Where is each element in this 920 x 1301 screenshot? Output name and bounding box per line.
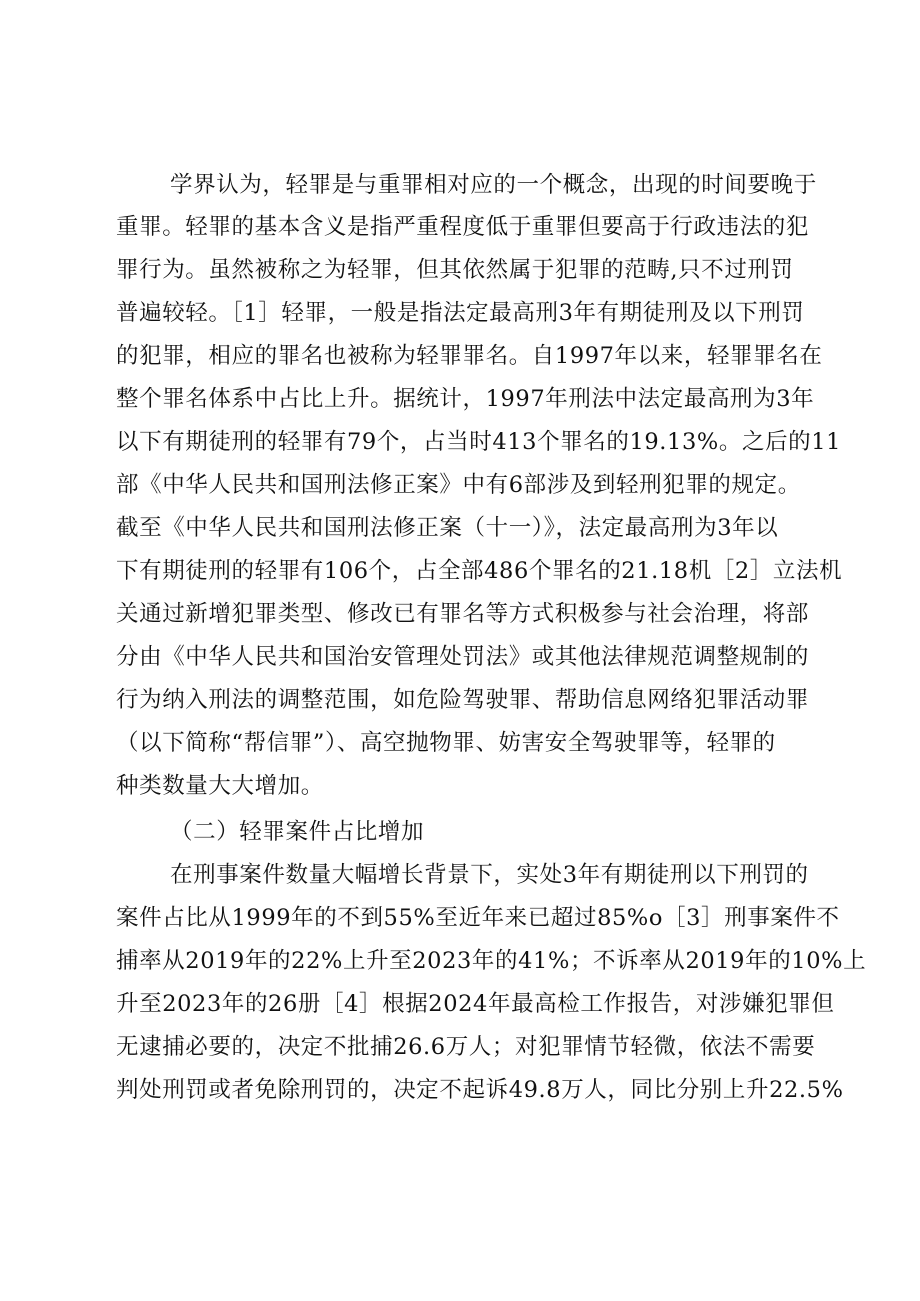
paragraph-line: 下有期徒刑的轻罪有106个，占全部486个罪名的21.18机［2］立法机 bbox=[116, 558, 843, 584]
paragraph-line: 种类数量大大增加。 bbox=[116, 773, 324, 799]
paragraph-line: 关通过新增犯罪类型、修改已有罪名等方式积极参与社会治理，将部 bbox=[116, 601, 810, 627]
paragraph-line: 升至2023年的26册［4］根据2024年最高检工作报告，对涉嫌犯罪但 bbox=[116, 991, 835, 1017]
paragraph-line: 无逮捕必要的，决定不批捕26.6万人；对犯罪情节轻微，依法不需要 bbox=[116, 1034, 816, 1060]
paragraph-line: 重罪。轻罪的基本含义是指严重程度低于重罪但要高于行政违法的犯 bbox=[116, 214, 810, 240]
section-heading: （二）轻罪案件占比增加 bbox=[170, 819, 425, 845]
paragraph-line: 判处刑罚或者免除刑罚的，决定不起诉49.8万人，同比分别上升22.5% bbox=[116, 1077, 844, 1103]
paragraph-line: 捕率从2019年的22%上升至2023年的41%；不诉率从2019年的10%上 bbox=[116, 948, 867, 974]
paragraph-line: 整个罪名体系中占比上升。据统计，1997年刑法中法定最高刑为3年 bbox=[116, 386, 815, 412]
paragraph-line: 分由《中华人民共和国治安管理处罚法》或其他法律规范调整规制的 bbox=[116, 644, 810, 670]
paragraph-line: 普遍较轻。［1］轻罪，一般是指法定最高刑3年有期徒刑及以下刑罚 bbox=[116, 300, 805, 326]
paragraph-line: 部《中华人民共和国刑法修正案》中有6部涉及到轻刑犯罪的规定。 bbox=[116, 472, 801, 498]
paragraph-line: 行为纳入刑法的调整范围，如危险驾驶罪、帮助信息网络犯罪活动罪 bbox=[116, 687, 810, 713]
paragraph-line: 以下有期徒刑的轻罪有79个，占当时413个罪名的19.13%。之后的11 bbox=[116, 429, 842, 455]
paragraph-line: 罪行为。虽然被称之为轻罪，但其依然属于犯罪的范畴,只不过刑罚 bbox=[116, 257, 794, 283]
paragraph-line: 在刑事案件数量大幅增长背景下，实处3年有期徒刑以下刑罚的 bbox=[170, 862, 809, 888]
paragraph-line: 学界认为，轻罪是与重罪相对应的一个概念，出现的时间要晚于 bbox=[170, 172, 817, 198]
paragraph-line: （以下简称“帮信罪”）、高空抛物罪、妨害安全驾驶罪等，轻罪的 bbox=[116, 730, 776, 756]
paragraph-line: 的犯罪，相应的罪名也被称为轻罪罪名。自1997年以来，轻罪罪名在 bbox=[116, 343, 823, 369]
paragraph-line: 案件占比从1999年的不到55%至近年来已超过85%o［3］刑事案件不 bbox=[116, 905, 840, 931]
paragraph-line: 截至《中华人民共和国刑法修正案（十一）》，法定最高刑为3年以 bbox=[116, 515, 779, 541]
